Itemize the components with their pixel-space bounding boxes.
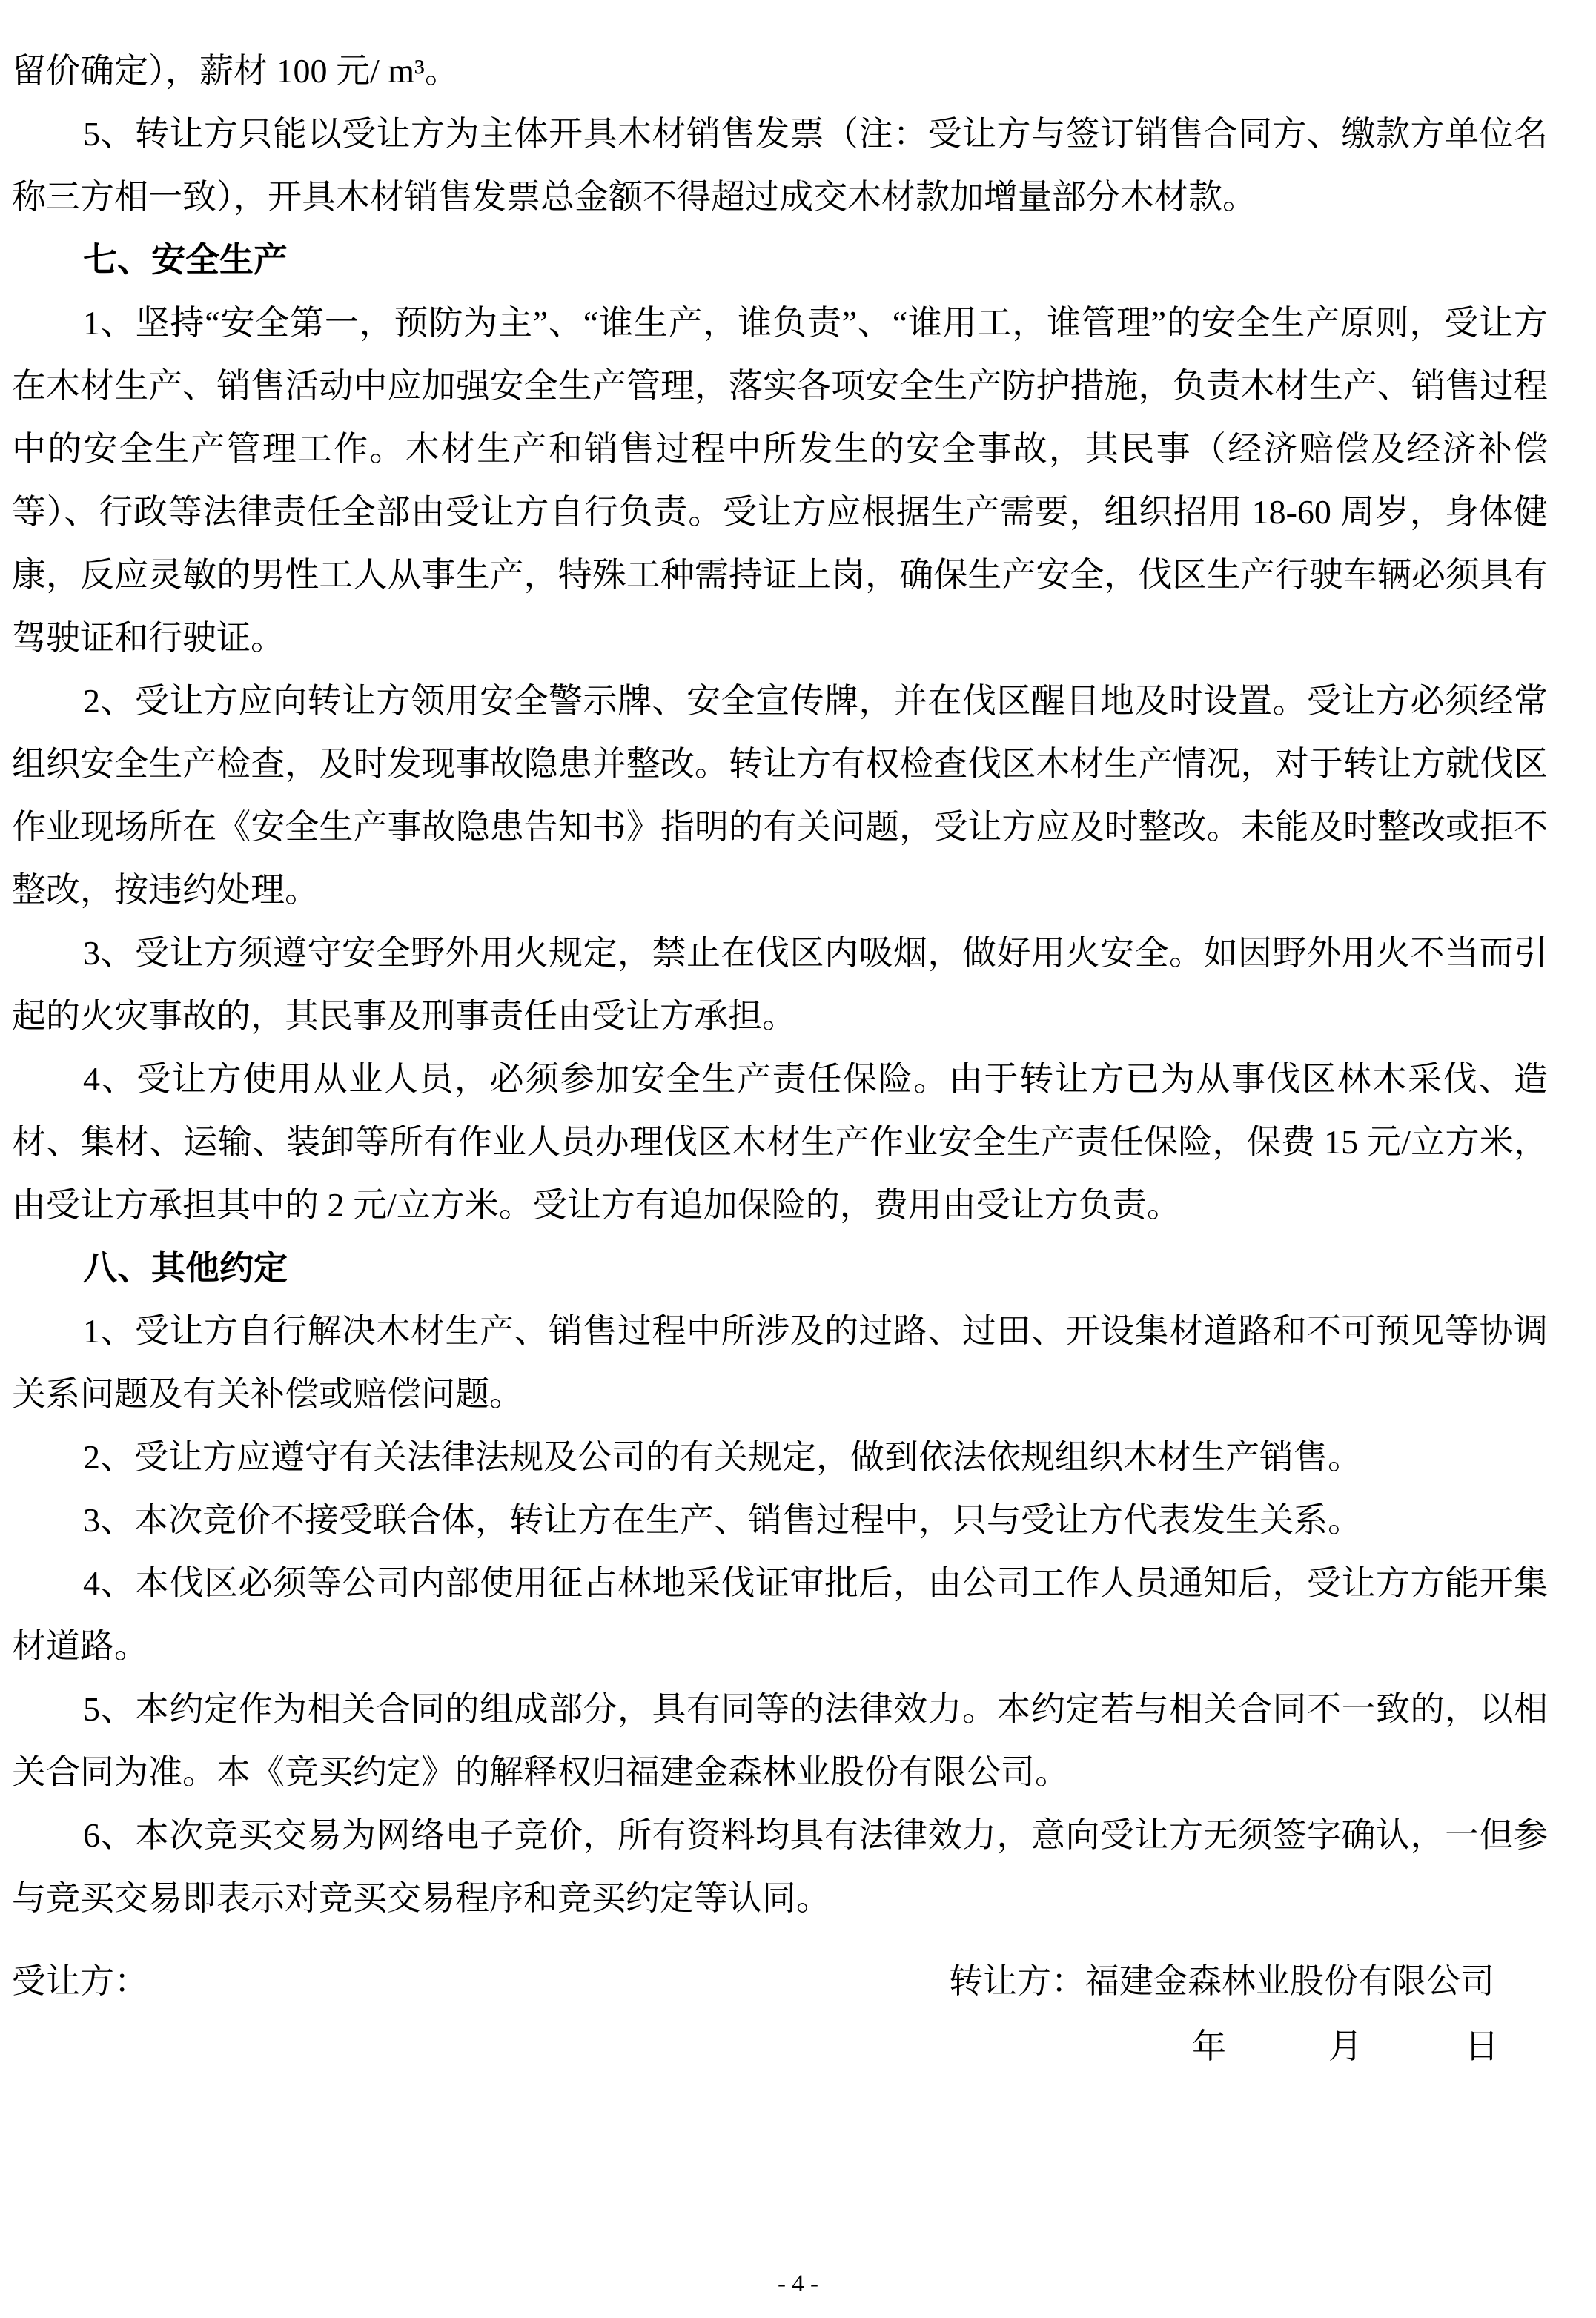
paragraph-price-continuation: 留价确定），薪材 100 元/ m³。 [12, 52, 459, 90]
paragraph-safety-clause-3: 3、受让方须遵守安全野外用火规定，禁止在伐区内吸烟，做好用火安全。如因野外用火不当而引起的火灾事故的，其民事及刑事责任由受让方承担。 [12, 934, 1548, 1035]
section-heading-other-agreements: 八、其他约定 [83, 1249, 288, 1287]
paragraph-safety-clause-1: 1、坚持“安全第一，预防为主”、“谁生产，谁负责”、“谁用工，谁管理”的安全生产原则，受让方在木材生产、销售活动中应加强安全生产管理，落实各项安全生产防护措施，负责木材生产、销售过程中的安全生产管理工作。木材生产和销售过程中所发生的安全事故，其民事（经济赔偿及经济补偿等）、行政等法律责任全部由受让方自行负责。受让方应根据生产需要，组织招用 18-60 周岁，身体健康，反应灵敏的男性工人从事生产，特殊工种需持证上岗，确保生产安全，伐区生产行驶车辆必须具有驾驶证和行驶证。 [12, 304, 1548, 657]
page-number: - 4 - [778, 2271, 818, 2297]
paragraph-safety-clause-4: 4、受让方使用从业人员，必须参加安全生产责任保险。由于转让方已为从事伐区林木采伐、造材、集材、运输、装卸等所有作业人员办理伐区木材生产作业安全生产责任保险，保费 15 元/立方米，由受让方承担其中的 2 元/立方米。受让方有追加保险的，费用由受让方负责。 [12, 1060, 1548, 1224]
section-heading-safety-production: 七、安全生产 [83, 241, 288, 279]
paragraph-invoice-clause-5: 5、转让方只能以受让方为主体开具木材销售发票（注：受让方与签订销售合同方、缴款方单位名称三方相一致），开具木材销售发票总金额不得超过成交木材款加增量部分木材款。 [12, 115, 1548, 216]
paragraph-other-clause-3: 3、本次竞价不接受联合体，转让方在生产、销售过程中，只与受让方代表发生关系。 [83, 1501, 1362, 1539]
transferee-signature-label: 受让方： [12, 1962, 148, 2000]
paragraph-safety-clause-2: 2、受让方应向转让方领用安全警示牌、安全宣传牌，并在伐区醒目地及时设置。受让方必须经常组织安全生产检查，及时发现事故隐患并整改。转让方有权检查伐区木材生产情况，对于转让方就伐区作业现场所在《安全生产事故隐患告知书》指明的有关问题，受让方应及时整改。未能及时整改或拒不整改，按违约处理。 [12, 682, 1548, 909]
paragraph-other-clause-6: 6、本次竞买交易为网络电子竞价，所有资料均具有法律效力，意向受让方无须签字确认，一但参与竞买交易即表示对竞买交易程序和竞买约定等认同。 [12, 1816, 1548, 1917]
paragraph-other-clause-1: 1、受让方自行解决木材生产、销售过程中所涉及的过路、过田、开设集材道路和不可预见等协调关系问题及有关补偿或赔偿问题。 [12, 1312, 1548, 1413]
paragraph-other-clause-2: 2、受让方应遵守有关法律法规及公司的有关规定，做到依法依规组织木材生产销售。 [83, 1438, 1362, 1476]
paragraph-other-clause-5: 5、本约定作为相关合同的组成部分，具有同等的法律效力。本约定若与相关合同不一致的，以相关合同为准。本《竞买约定》的解释权归福建金森林业股份有限公司。 [12, 1690, 1548, 1791]
transferor-signature-label: 转让方：福建金森林业股份有限公司 [949, 1962, 1494, 2000]
document-body [12, 39, 1548, 1930]
paragraph-other-clause-4: 4、本伐区必须等公司内部使用征占林地采伐证审批后，由公司工作人员通知后，受让方方能开集材道路。 [12, 1564, 1548, 1665]
signature-date-line: 年 月 日 [1192, 2027, 1499, 2065]
